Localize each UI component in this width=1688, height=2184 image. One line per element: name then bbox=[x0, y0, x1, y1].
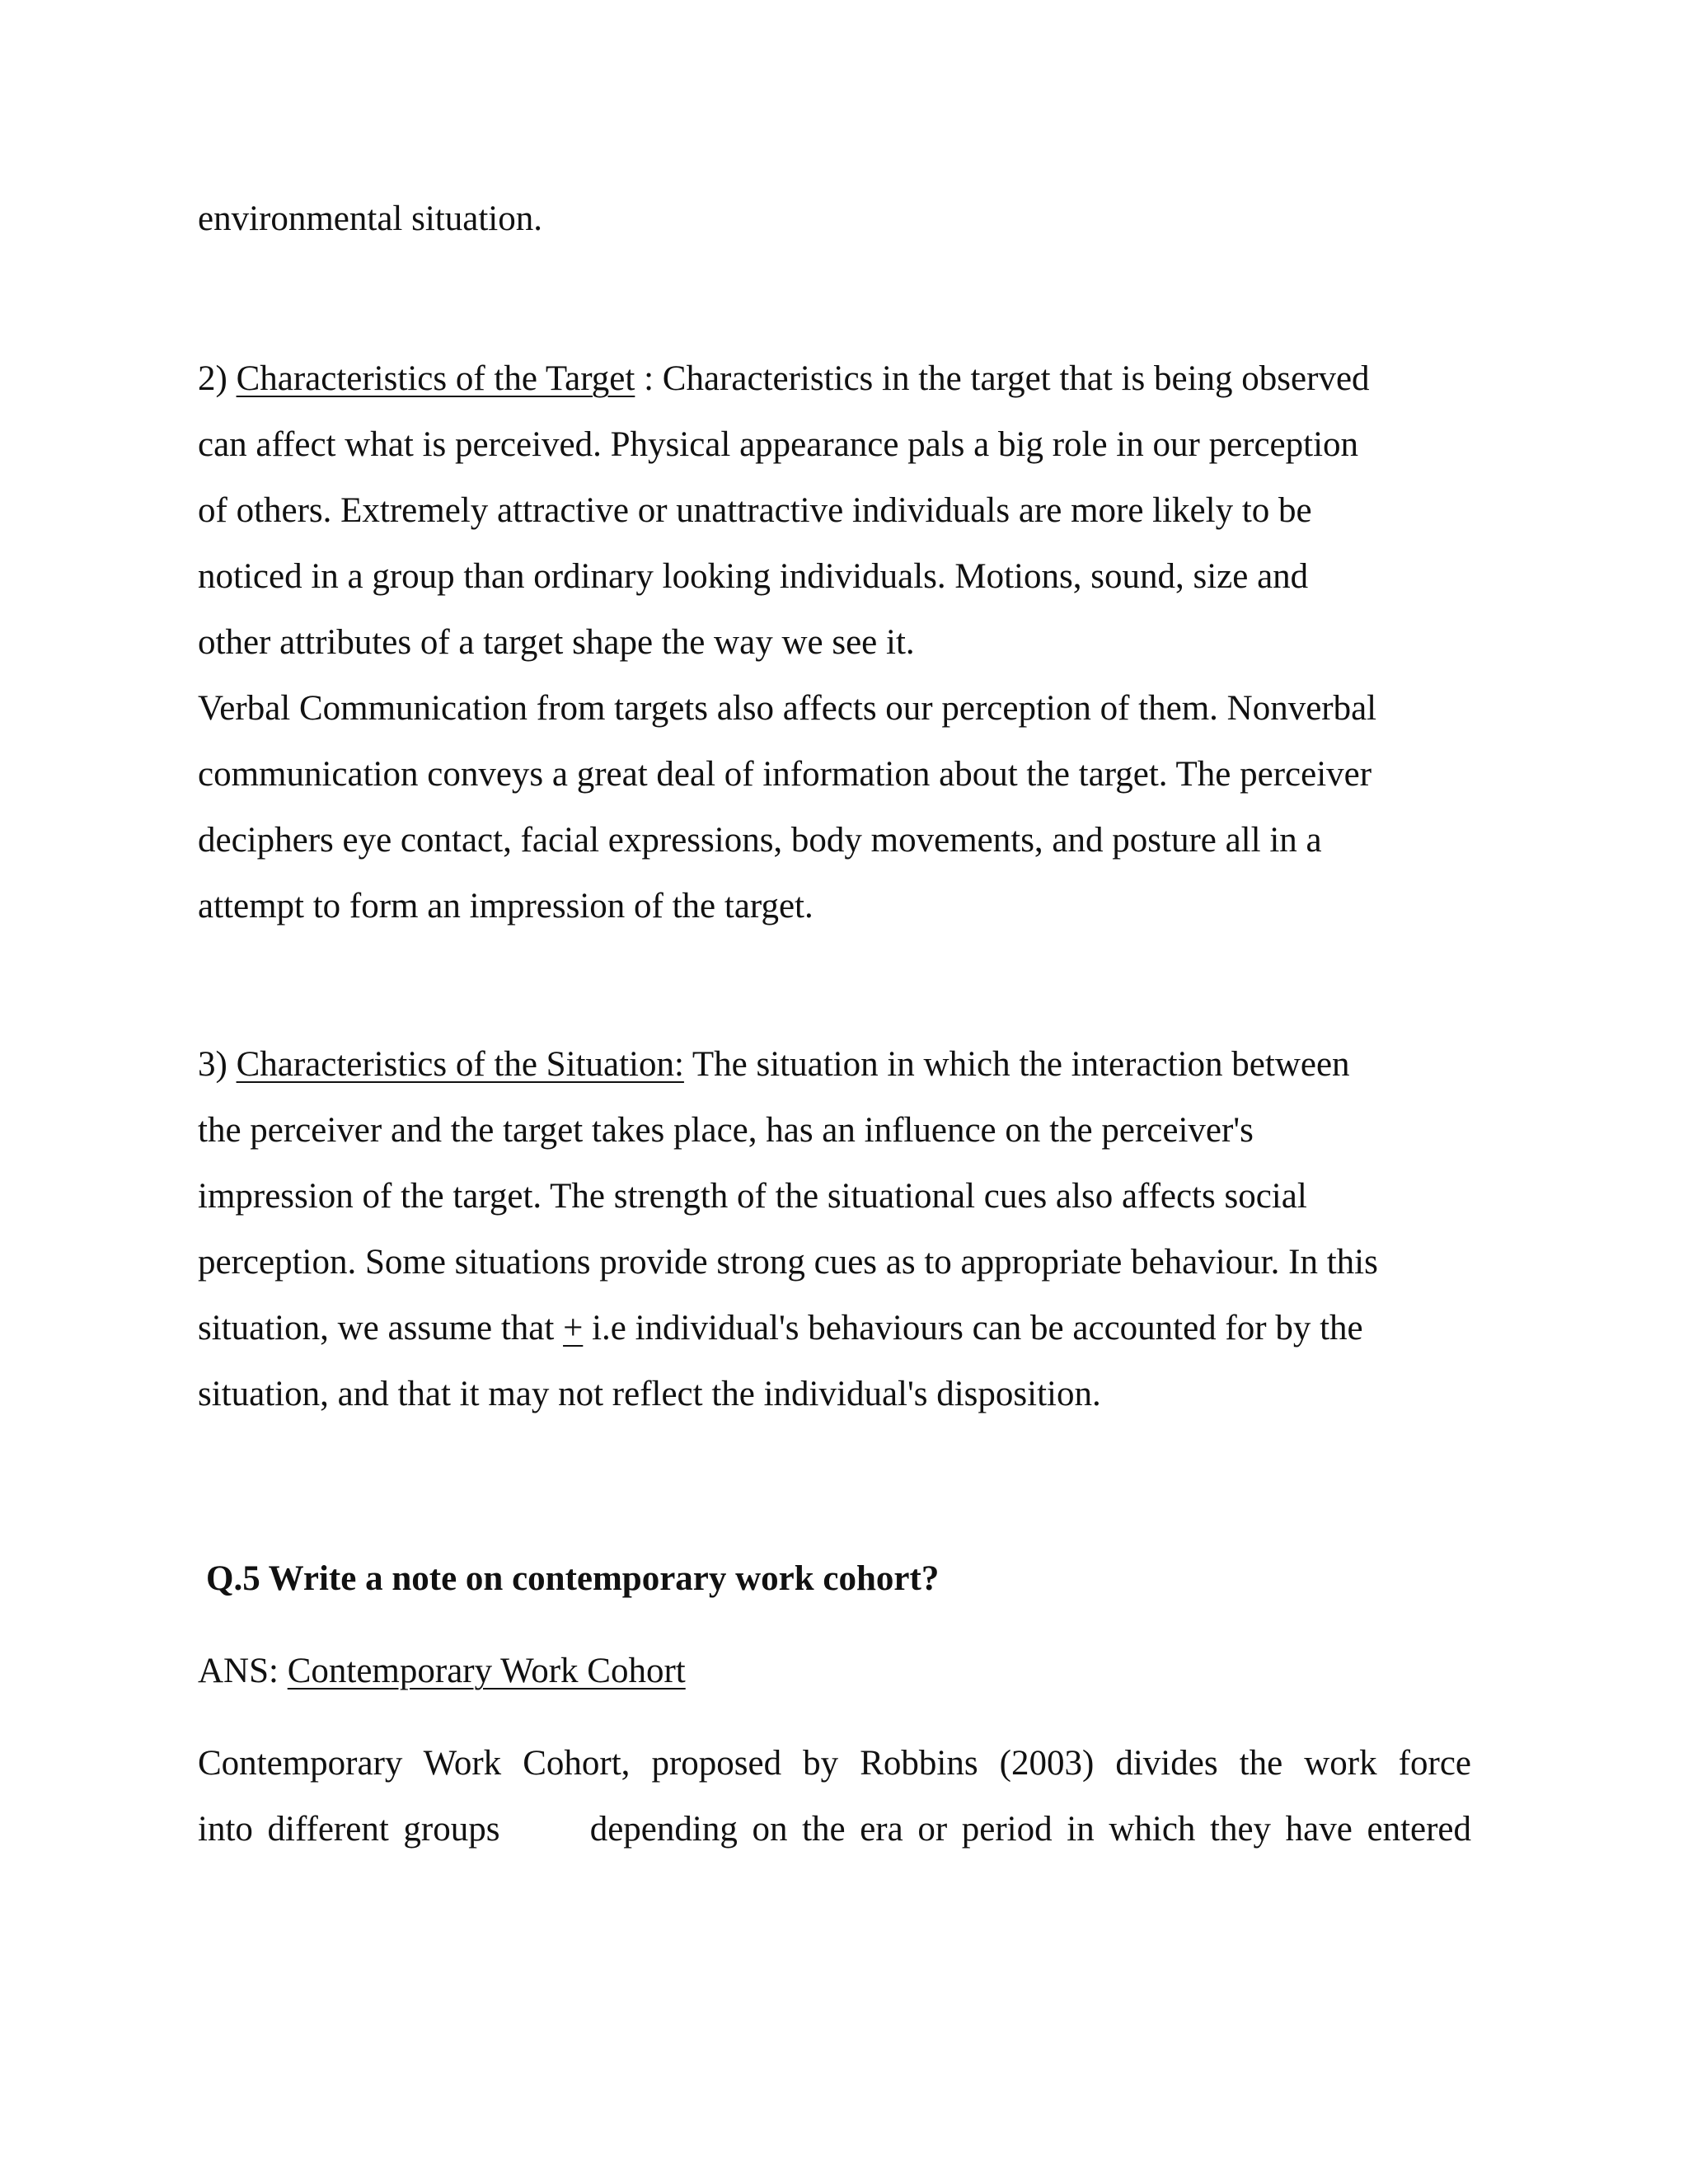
answer-line bbox=[198, 1647, 686, 1696]
text-line: Verbal Communication from targets also affects our perception of them. Nonverbal bbox=[198, 689, 1377, 728]
text-line: noticed in a group than ordinary looking individuals. Motions, sound, size and bbox=[198, 557, 1309, 596]
list-number: 2) bbox=[198, 359, 237, 398]
section-title-situation: Characteristics of the Situation: bbox=[236, 1045, 684, 1084]
paragraph-2-first-line bbox=[198, 354, 1370, 404]
text-span: i.e individual's behaviours can be accounted for by the bbox=[583, 1309, 1363, 1347]
text-line: communication conveys a great deal of information about the target. The perceiver bbox=[198, 755, 1372, 794]
answer-label: ANS: bbox=[198, 1652, 288, 1690]
text-line: environmental situation. bbox=[198, 199, 542, 238]
text-line: impression of the target. The strength of the situational cues also affects social bbox=[198, 1177, 1307, 1216]
text-line bbox=[198, 1805, 1471, 1854]
plus-symbol: + bbox=[563, 1309, 584, 1347]
text-line: the perceiver and the target takes place, has an influence on the perceiver's bbox=[198, 1111, 1254, 1150]
text-line: situation, and that it may not reflect the individual's disposition. bbox=[198, 1375, 1101, 1413]
text-span: : Characteristics in the target that is being observed bbox=[635, 359, 1370, 398]
answer-title: Contemporary Work Cohort bbox=[287, 1652, 686, 1690]
text-span: situation, we assume that bbox=[198, 1309, 564, 1347]
text-line: perception. Some situations provide strong cues as to appropriate behaviour. In this bbox=[198, 1243, 1378, 1282]
text-line: of others. Extremely attractive or unattractive individuals are more likely to be bbox=[198, 491, 1312, 530]
text-span: into different groups bbox=[198, 1810, 500, 1849]
text-span: depending on the era or period in which they have entered bbox=[589, 1810, 1471, 1849]
section-title-target: Characteristics of the Target bbox=[236, 359, 635, 398]
paragraph-3-first-line bbox=[198, 1040, 1350, 1090]
list-number: 3) bbox=[198, 1045, 237, 1084]
text-line: deciphers eye contact, facial expressions, body movements, and posture all in a bbox=[198, 821, 1322, 860]
question-heading: Q.5 Write a note on contemporary work cohort? bbox=[206, 1559, 940, 1598]
text-line: can affect what is perceived. Physical appearance pals a big role in our perception bbox=[198, 425, 1359, 464]
text-line: other attributes of a target shape the way we see it. bbox=[198, 623, 915, 662]
text-span: The situation in which the interaction between bbox=[683, 1045, 1350, 1084]
text-line bbox=[198, 1304, 1363, 1353]
text-line: Contemporary Work Cohort, proposed by Robbins (2003) divides the work force bbox=[198, 1744, 1471, 1783]
text-line: attempt to form an impression of the target. bbox=[198, 887, 814, 926]
